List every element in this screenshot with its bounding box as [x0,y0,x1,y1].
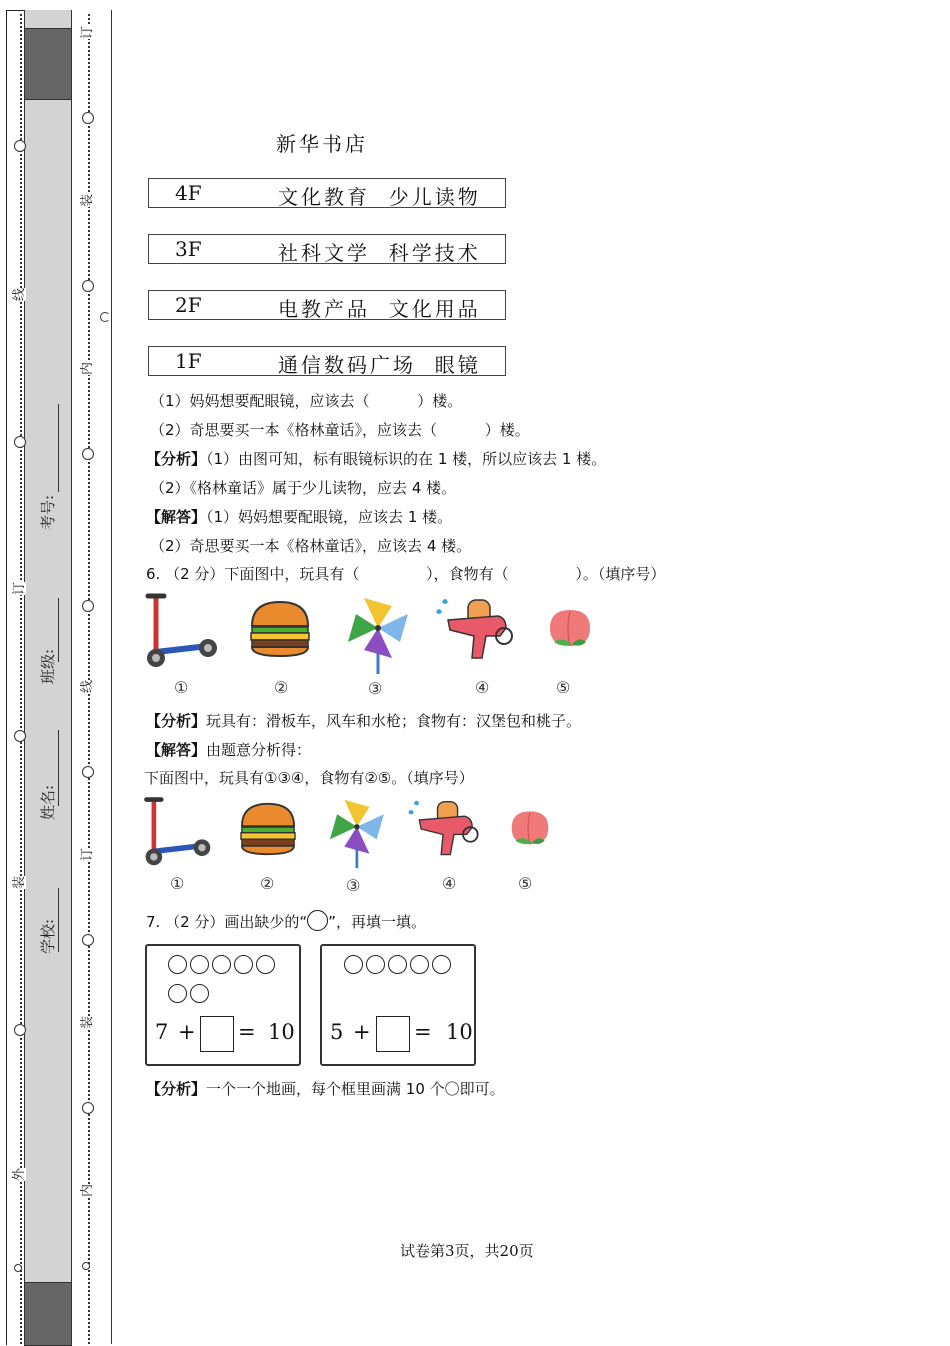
margin-glyph: 装 [80,193,96,208]
circle-icon [256,955,275,974]
analysis-tag: 【分析】 [146,712,207,730]
circle-icon [190,955,209,974]
item-number: ③ [346,876,361,895]
field-label-name: 姓名: [39,784,58,821]
floor-sign-3f [148,234,506,264]
field-label-exam-number: 考号: [39,494,58,531]
circle-icon [234,955,253,974]
q7-question-pre: 7. （2 分）画出缺少的“ [146,913,308,931]
margin-glyph: 线 [12,287,28,302]
field-line-class[interactable] [58,598,59,662]
margin-glyph: 内 [80,1183,96,1198]
field-line-school[interactable] [58,888,59,952]
circle-icon [388,955,407,974]
binding-hole-icon [14,436,26,448]
item-number: ③ [368,679,383,698]
margin-glyph: 订 [80,847,96,862]
peach-icon [508,804,552,848]
q6-question: 6. （2 分）下面图中，玩具有（ ），食物有（ ）。（填序号） [146,565,666,583]
item-number: ① [170,874,185,893]
margin-glyph: 线 [80,679,96,694]
circle-icon [344,955,363,974]
hamburger-icon [248,600,312,658]
equation-result: 10 [446,1020,473,1044]
floor-description: 通信数码广场 眼镜 [278,353,481,377]
circle-icon [307,910,328,931]
dotted-cut-line-outer [20,14,22,1344]
item-number: ⑤ [518,874,533,893]
margin-glyph: 内 [80,361,96,376]
binding-hole-icon [82,448,94,460]
q7-analysis [146,1078,505,1099]
q5-analysis-2: （2）《格林童话》属于少儿读物，应去 4 楼。 [150,479,457,497]
item-number: ② [274,678,289,697]
item-number: ② [260,874,275,893]
page-footer: 试卷第3页，共20页 [400,1242,534,1260]
margin-glyph: 装 [12,875,28,890]
equation-left-number: 5 [330,1020,344,1044]
answer-blank-input[interactable] [376,1016,410,1052]
circle-icon [212,955,231,974]
binding-hole-icon [82,280,94,292]
hamburger-icon [238,802,298,856]
answer-blank-input[interactable] [200,1016,234,1052]
analysis-text: 一个一个地画，每个框里画满 10 个〇即可。 [206,1080,505,1098]
circle-icon [168,955,187,974]
store-title: 新华书店 [276,132,368,156]
water-gun-icon [406,798,480,860]
item-number: ① [174,678,189,697]
floor-description: 社科文学 科学技术 [278,241,481,265]
floor-sign-2f [148,290,506,320]
binding-hole-icon [82,934,94,946]
water-gun-icon [434,596,514,664]
circle-icon [366,955,385,974]
answer-tag: 【解答】 [146,741,207,759]
item-number: ④ [475,678,490,697]
binding-hole-icon [82,1262,90,1270]
circle-icon [410,955,429,974]
q5-analysis-1 [146,448,606,469]
binding-hole-icon [82,600,94,612]
pinwheel-icon [344,596,410,676]
floor-number: 2F [175,293,202,317]
floor-description: 电教产品 文化用品 [278,297,481,321]
analysis-tag: 【分析】 [146,450,207,468]
binding-hole-icon [14,730,26,742]
answer-text: 由题意分析得： [206,741,312,759]
binding-hole-icon [14,140,26,152]
binding-dark-block-bottom [24,1282,72,1346]
answer-tag: 【解答】 [146,508,207,526]
binding-hole-icon [14,1264,22,1272]
margin-glyph: 外 [12,1167,28,1182]
circle-icon [432,955,451,974]
q7-question-post: ”，再填一填。 [328,913,426,931]
binding-hole-icon [82,112,94,124]
margin-glyph: 订 [80,25,96,40]
peach-icon [546,602,594,650]
equation-equals: = [238,1020,256,1044]
floor-number: 1F [175,349,202,373]
binding-hole-icon [82,1102,94,1114]
field-label-school: 学校: [39,918,58,955]
field-line-name[interactable] [58,730,59,806]
circle-icon [190,984,209,1003]
equation-plus: + [353,1020,371,1044]
margin-right-rule [111,10,112,1344]
q6-answer-line: 下面图中，玩具有①③④，食物有②⑤。（填序号） [144,769,474,787]
field-label-class: 班级: [39,648,58,685]
equation-result: 10 [268,1020,295,1044]
q5-subquestion-1: （1）妈妈想要配眼镜，应该去（ ）楼。 [150,392,463,410]
pinwheel-icon [326,798,386,870]
binding-hole-icon [14,1024,26,1036]
floor-number: 4F [175,181,202,205]
circle-icon [168,984,187,1003]
q6-analysis [146,710,581,731]
binding-outer-border [6,10,28,1345]
floor-description: 文化教育 少儿读物 [278,185,481,209]
binding-hole-icon [82,766,94,778]
scooter-icon [142,590,220,670]
analysis-text: （1）由图可知，标有眼镜标识的在 1 楼，所以应该去 1 楼。 [206,450,607,468]
item-number: ⑤ [556,678,571,697]
margin-glyph: 订 [12,581,28,596]
field-line-exam-number[interactable] [58,404,59,492]
floor-number: 3F [175,237,202,261]
answer-text: （1）妈妈想要配眼镜，应该去 1 楼。 [206,508,453,526]
q5-subquestion-2: （2）奇思要买一本《格林童话》，应该去（ ）楼。 [150,421,530,439]
margin-glyph: 装 [80,1015,96,1030]
analysis-tag: 【分析】 [146,1080,207,1098]
binding-hole-icon [100,312,110,322]
q6-answer [146,739,311,760]
q5-answer-1 [146,506,452,527]
binding-dark-block-top [24,28,72,100]
q5-answer-2: （2）奇思要买一本《格林童话》，应该去 4 楼。 [150,537,472,555]
floor-sign-1f [148,346,506,376]
scooter-icon [140,794,214,868]
equation-left-number: 7 [155,1020,169,1044]
equation-plus: + [178,1020,196,1044]
analysis-text: 玩具有：滑板车，风车和水枪；食物有：汉堡包和桃子。 [206,712,582,730]
item-number: ④ [442,874,457,893]
equation-equals: = [414,1020,432,1044]
floor-sign-4f [148,178,506,208]
q7-question [146,910,426,932]
